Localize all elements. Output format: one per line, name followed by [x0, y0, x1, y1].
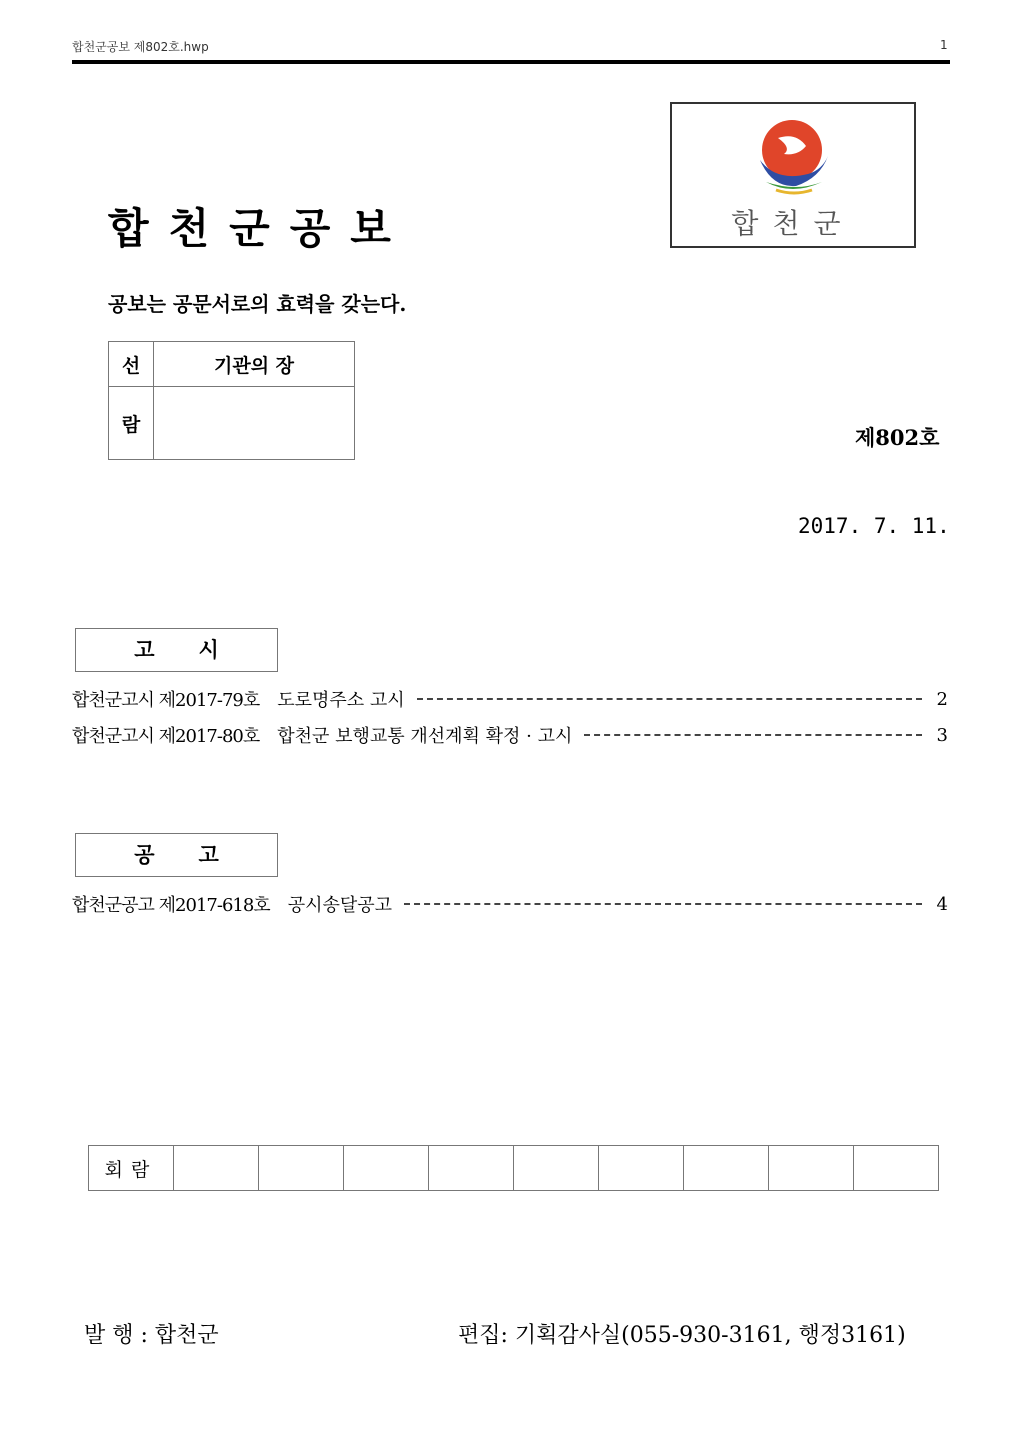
county-logo: [670, 102, 916, 248]
toc-entry[interactable]: [72, 686, 948, 712]
circulation-header: 기관의 장: [154, 342, 355, 387]
toc-entry-page: 4: [936, 893, 948, 915]
toc-entry-title: 공시송달공고: [287, 895, 393, 916]
footer-publisher: 발 행 : 합천군: [84, 1323, 219, 1348]
issue-date: 2017. 7. 11.: [798, 514, 950, 538]
page-title: 합천군공보: [108, 204, 411, 253]
sign-off-cell: [514, 1146, 599, 1191]
sign-off-label: 회람: [89, 1146, 174, 1191]
header-rule: [72, 60, 950, 64]
sign-off-cell: [259, 1146, 344, 1191]
section-header-announcement: 공고: [75, 833, 278, 877]
subtitle: 공보는 공문서로의 효력을 갖는다.: [108, 292, 407, 316]
running-header-page: 1: [940, 38, 948, 52]
sign-off-cell: [599, 1146, 684, 1191]
toc-leader: [417, 698, 922, 700]
toc-entry[interactable]: [72, 722, 948, 748]
sign-off-cell: [174, 1146, 259, 1191]
toc-entry-page: 2: [936, 688, 948, 710]
county-emblem-icon: [756, 116, 832, 196]
toc-leader: [584, 734, 922, 736]
toc-entry-title: 합천군 보행교통 개선계획 확정 · 고시: [277, 726, 573, 747]
circulation-sign-cell: [154, 387, 355, 460]
toc-leader: [404, 903, 922, 905]
toc-entry-page: 3: [936, 724, 948, 746]
toc-entry-title: 도로명주소 고시: [277, 690, 405, 711]
sign-off-table: [88, 1145, 939, 1191]
toc-entry[interactable]: [72, 891, 948, 917]
sign-off-cell: [684, 1146, 769, 1191]
issue-number: 제802호: [855, 425, 940, 450]
circulation-side-top: 선: [109, 342, 154, 387]
sign-off-cell: [344, 1146, 429, 1191]
sign-off-cell: [769, 1146, 854, 1191]
section-header-notice: 고시: [75, 628, 278, 672]
toc-entry-number: 합천군고시 제2017-80호: [72, 726, 260, 747]
sign-off-cell: [854, 1146, 939, 1191]
toc-entry-number: 합천군공고 제2017-618호: [72, 895, 270, 916]
logo-text: 합천군: [731, 207, 855, 240]
running-header-title: 합천군공보 제802호.hwp: [72, 40, 209, 54]
toc-entry-number: 합천군고시 제2017-79호: [72, 690, 260, 711]
circulation-side-bottom: 람: [109, 387, 154, 460]
sign-off-cell: [429, 1146, 514, 1191]
circulation-table: [108, 341, 355, 460]
footer-editor: 편집: 기획감사실(055-930-3161, 행정3161): [458, 1323, 906, 1348]
